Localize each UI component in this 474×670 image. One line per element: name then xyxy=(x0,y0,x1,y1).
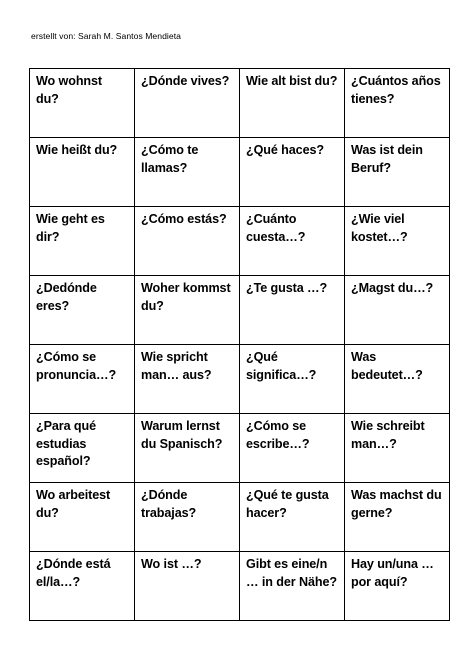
card-text: Wo ist …? xyxy=(141,557,202,571)
card-cell xyxy=(30,138,135,207)
card-text: ¿Wie viel kostet…? xyxy=(351,212,408,244)
card-text: Wie spricht man… aus? xyxy=(141,350,212,382)
card-grid xyxy=(29,68,450,621)
card-row xyxy=(30,276,450,345)
author-credit: erstellt von: Sarah M. Santos Mendieta xyxy=(31,31,181,41)
card-text: Woher kommst du? xyxy=(141,281,231,313)
card-cell xyxy=(240,414,345,483)
card-cell xyxy=(30,414,135,483)
card-cell xyxy=(240,483,345,552)
card-text: ¿Cómo te llamas? xyxy=(141,143,199,175)
card-cell xyxy=(345,138,450,207)
card-text: ¿Dónde trabajas? xyxy=(141,488,197,520)
card-row xyxy=(30,414,450,483)
card-row xyxy=(30,207,450,276)
card-cell xyxy=(240,138,345,207)
card-text: ¿Para qué estudias español? xyxy=(36,419,96,468)
card-row xyxy=(30,69,450,138)
card-cell xyxy=(345,483,450,552)
card-text: ¿Cuántos años tienes? xyxy=(351,74,441,106)
card-cell xyxy=(345,207,450,276)
card-cell xyxy=(135,552,240,621)
card-text: Wo wohnst du? xyxy=(36,74,103,106)
card-text: Wie heißt du? xyxy=(36,143,118,157)
card-cell xyxy=(345,552,450,621)
card-cell xyxy=(30,552,135,621)
card-cell xyxy=(30,207,135,276)
card-cell xyxy=(135,345,240,414)
card-cell xyxy=(345,69,450,138)
card-text: Wie geht es dir? xyxy=(36,212,105,244)
card-cell xyxy=(30,69,135,138)
card-cell xyxy=(345,345,450,414)
card-cell xyxy=(135,483,240,552)
card-cell xyxy=(240,552,345,621)
card-cell xyxy=(135,138,240,207)
card-text: ¿Cómo estás? xyxy=(141,212,227,226)
card-cell xyxy=(135,69,240,138)
card-cell xyxy=(135,207,240,276)
card-text: ¿Cuánto cuesta…? xyxy=(246,212,306,244)
card-cell xyxy=(240,276,345,345)
card-cell xyxy=(240,345,345,414)
card-cell xyxy=(135,414,240,483)
card-text: Was machst du gerne? xyxy=(351,488,442,520)
card-cell xyxy=(345,276,450,345)
card-text: Wo arbeitest du? xyxy=(36,488,111,520)
card-text: Gibt es eine/n … in der Nähe? xyxy=(246,557,337,589)
card-text: ¿Cómo se pronuncia…? xyxy=(36,350,117,382)
card-cell xyxy=(240,207,345,276)
card-text: ¿Dedónde eres? xyxy=(36,281,97,313)
card-text: ¿Qué te gusta hacer? xyxy=(246,488,329,520)
card-row xyxy=(30,483,450,552)
card-cell xyxy=(345,414,450,483)
card-text: ¿Qué significa…? xyxy=(246,350,317,382)
card-cell xyxy=(30,345,135,414)
card-cell xyxy=(135,276,240,345)
card-text: Hay un/una … por aquí? xyxy=(351,557,434,589)
card-row xyxy=(30,138,450,207)
card-text: Wie alt bist du? xyxy=(246,74,338,88)
card-row xyxy=(30,345,450,414)
card-row xyxy=(30,552,450,621)
card-text: Wie schreibt man…? xyxy=(351,419,425,451)
card-text: Was bedeutet…? xyxy=(351,350,423,382)
card-text: ¿Qué haces? xyxy=(246,143,324,157)
card-cell xyxy=(240,69,345,138)
card-text: ¿Te gusta …? xyxy=(246,281,328,295)
card-text: Warum lernst du Spanisch? xyxy=(141,419,223,451)
card-text: ¿Cómo se escribe…? xyxy=(246,419,310,451)
card-cell xyxy=(30,483,135,552)
card-text: ¿Magst du…? xyxy=(351,281,434,295)
card-text: Was ist dein Beruf? xyxy=(351,143,423,175)
card-cell xyxy=(30,276,135,345)
card-text: ¿Dónde vives? xyxy=(141,74,230,88)
card-text: ¿Dónde está el/la…? xyxy=(36,557,111,589)
